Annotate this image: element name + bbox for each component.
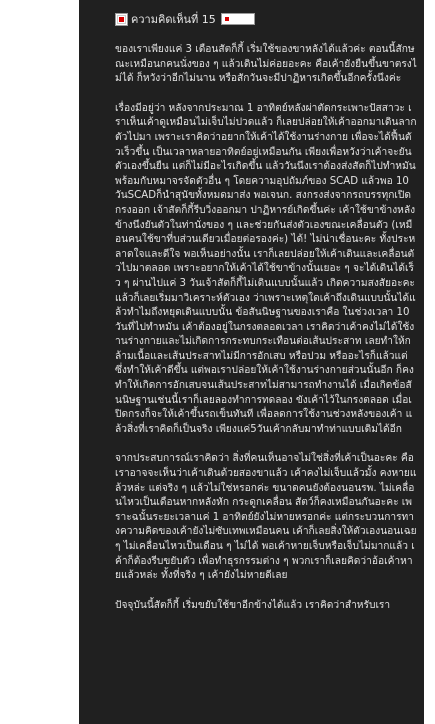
paragraph: เรื่องมีอยู่ว่า หลังจากประมาณ 1 อาทิตย์หลังผ่าตัดกระเพาะปัสสาวะ เราเห็นเค้าดูเหมือนไม่เจ็บไม่ปวดแล้ว ก็เลยปล่อยให้เค้าออกมาเดินลากตัวไปมา เพราะเราคิดว่าอยากให้เค้าได้ใช้งานร่างกาย เพื่อจะได้ฟื้นตัวเร็วขึ้น เป็นเวลาหลายอาทิตย์อยู่เหมือนกัน เพียงเพื่อหวังว่าเค้าจะยันตัวเองขึ้นยืน แต่ก็ไม่มีอะไรเกิดขึ้น แล้ววันนึงเราต้องส่งสัตก็ไปทำหมัน พร้อมกับหมาจรจัดตัวอื่น ๆ โดยความอุปถัมภ์ของ SCAD แล้วพอ 10 วันSCADก็นำสุนัขทั้งหมดมาส่ง พอเจนก. สงกรงส่งจากรถบรรทุกเปิดกรงออก เจ้าสัตก็กี้รีบวิ่งออกมา ปาฏิหารย์เกิดขึ้นค่ะ เค้าใช้ขาข้างหลังข้างนึงยันตัวในท่านั่งของ ๆ และช่วยกันส่งตัวเองขณะเคลื่อนตัว (เหมือนคนใช้ขาที่บส่วนเดียวเมื่อยต่อรองค่ะ) ได้! ไม่น่าเชื่อนะคะ ทั้งประหลาดใจและดีใจ พอเห็นอย่างนั้น เราก็เลยปล่อยให้เค้าเดินและเคลื่อนตัวไปมาตลอด เพราะอยากให้เค้าได้ใช้ขาข้างนั้นเยอะ ๆ จะได้เดินได้เร็ว ๆ ผ่านไปแค่ 3 วันเจ้าสัตก็กี้ไม่เดินแบบนั้นแล้ว เกิดความสงสัยอะคะ แล้วก็เลยเริ่มมาวิเคราะห์ตัวเอง ว่าเพราะเหตุใดเค้าถึงเดินแบบนั้นได้แล้วทำไมถึงหยุดเดินแบบนั้น ข้อสันนิษฐานของเราคือ ในช่วงเวลา 10 วันที่ไปทำหมัน เค้าต้องอยู่ในกรงตลอดเวลา เราคิดว่าเค้าคงไม่ได้ใช้งานร่างกายและไม่เกิดการกระทบกระเทือนต่อเส้นประสาท เลยทำให้กล้ามเนื้อและเส้นประสาทไม่มีการอักเสบ หรือปวม หรืออะไรก็แล้วแต่ ซึ่งทำให้เค้าดีขึ้น แต่พอเราปล่อยให้เค้าใช้งานร่างกายส่วนนั้นอีก ก็คงทำให้เกิดการอักเสบจนเส้นประสาทไม่สามารถทำงานได้ เมื่อเกิดข้อสันนิษฐานเช่นนี้เราก็เลยลองทำการทดลอง ขังเค้าไว้ในกรงตลอด เมื่อเปิดกรงก็จะให้เค้าขึ้นรถเข็นทันที เพื่อลดการใช้งานช่วงหลังของเค้า แล้วสิ่งที่เราคิดก็เป็นจริง เพียงแค่5วันเค้ากลับมาทำท่าแบบเดิมได้อีก	[115, 102, 417, 435]
paragraph: จากประสบการณ์เราคิดว่า สิ่งที่คนเห็นอาจไม่ใช่สิ่งที่เค้าเป็นอะคะ คือเราอาจจะเห็นว่าเค้าเดินด้วยสองขาแล้ว เค้าคงไม่เจ็บแล้วมั้ง คงหายแล้วหล่ะ แต่จริง ๆ แล้วไม่ใช่หรอกค่ะ ขนาดคนยังต้องนอนรพ. ไม่เคลื่อนไหวเป็นเดือนหากหลังหัก กระดูกเคลื่อน สัตว์ก็คงเหมือนกันอะคะ เพราะฉนั้นระยะเวลาแค่ 1 อาทิตย์ยังไม่หายหรอกค่ะ แต่กระบวนการทางความคิดของเค้ายังไม่ซับเทพเหมือนคน เค้าก็เลยสิ่งให้ตัวเองนอนเฉย ๆ ไม่เคลื่อนไหวเป็นเดือน ๆ ไม่ได้ พอเค้าหายเจ็บหรือเจ็บไม่มากแล้ว เค้าก็ต้องรีบขยับตัว เพื่อทำธุรกรรมต่าง ๆ พวกเราก็เลยคิดว่าอ้อเค้าหายแล้วหล่ะ ทั้งที่จริง ๆ เค้ายังไม่หายดีเลย	[115, 453, 417, 582]
broken-image-icon	[115, 13, 128, 26]
comment-header	[115, 11, 255, 27]
comment-body	[115, 43, 417, 628]
paragraph: ปัจจุบันนี้สัตก็กี้ เริ่มขยับใช้ขาอีกข้างได้แล้ว เราคิดว่าสำหรับเรา	[115, 599, 391, 611]
broken-image-icon	[221, 13, 255, 25]
paragraph: ของเราเพียงแค่ 3 เดือนสัตก็กี้ เริ่มใช้ของขาหลังได้แล้วค่ะ ตอนนี้สักษณะเหมือนกคนนั่งของ ๆ แล้วเดินไม่ค่อยอะคะ คือเค้ายังยืนขึ้นขาตรงไม่ได้ ก็หวังว่าอีกไม่นาน หรือสักวันจะมีปาฏิหารเกิดขึ้นอีกครั้งนึงค่ะ	[115, 44, 417, 85]
comment-title: ความคิดเห็นที่ 15	[131, 13, 216, 26]
comment-panel	[79, 0, 424, 724]
